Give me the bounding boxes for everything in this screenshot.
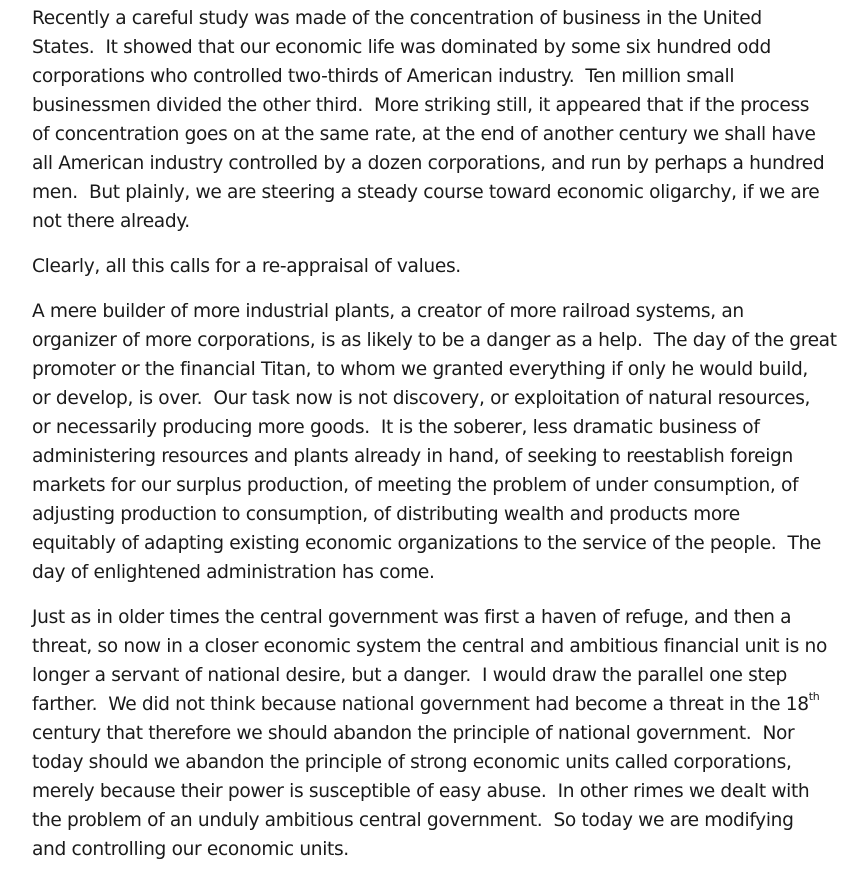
text-line: equitably of adapting existing economic organizations to the service of the people. The: [32, 533, 821, 554]
superscript: th: [808, 689, 820, 703]
text-line: organizer of more corporations, is as likely to be a danger as a help. The day of the great: [32, 330, 837, 351]
text-line: or necessarily producing more goods. It is the soberer, less dramatic business of: [32, 417, 760, 438]
text-line: of concentration goes on at the same rate, at the end of another century we shall have: [32, 124, 816, 145]
text-line: and controlling our economic units.: [32, 839, 349, 860]
text-line: promoter or the financial Titan, to whom we granted everything if only he would build,: [32, 359, 808, 380]
text-line: threat, so now in a closer economic system the central and ambitious financial unit is no: [32, 636, 827, 657]
text-line: or develop, is over. Our task now is not discovery, or exploitation of natural resources,: [32, 388, 811, 409]
document-page: [32, 4, 837, 880]
paragraph-1: [32, 4, 832, 236]
text-line: merely because their power is susceptible of easy abuse. In other rimes we dealt with: [32, 781, 810, 802]
text-segment: farther. We did not think because national government had become a threat in the 18: [32, 694, 809, 715]
text-line: today should we abandon the principle of strong economic units called corporations,: [32, 752, 792, 773]
text-line: Clearly, all this calls for a re-appraisal of values.: [32, 256, 461, 277]
text-line: markets for our surplus production, of meeting the problem of under consumption, of: [32, 475, 799, 496]
text-line: longer a servant of national desire, but a danger. I would draw the parallel one step: [32, 665, 787, 686]
text-line: A mere builder of more industrial plants, a creator of more railroad systems, an: [32, 301, 744, 322]
text-line: corporations who controlled two-thirds of American industry. Ten million small: [32, 66, 735, 87]
paragraph-3: [32, 297, 837, 587]
text-line: adjusting production to consumption, of distributing wealth and products more: [32, 504, 740, 525]
text-line: all American industry controlled by a dozen corporations, and run by perhaps a hundred: [32, 153, 825, 174]
text-line: century that therefore we should abandon the principle of national government. Nor: [32, 723, 795, 744]
text-line: not there already.: [32, 211, 190, 232]
text-line: day of enlightened administration has come.: [32, 562, 435, 583]
text-line: men. But plainly, we are steering a steady course toward economic oligarchy, if we are: [32, 182, 820, 203]
paragraph-2: [32, 252, 832, 281]
text-line: administering resources and plants already in hand, of seeking to reestablish foreign: [32, 446, 793, 467]
paragraph-4: [32, 603, 832, 864]
text-line: States. It showed that our economic life was dominated by some six hundred odd: [32, 37, 771, 58]
text-line: Recently a careful study was made of the concentration of business in the United: [32, 8, 762, 29]
text-line: the problem of an unduly ambitious central government. So today we are modifying: [32, 810, 794, 831]
text-line: businessmen divided the other third. More striking still, it appeared that if the process: [32, 95, 810, 116]
text-line-with-superscript: [32, 690, 832, 719]
text-line: Just as in older times the central government was first a haven of refuge, and then a: [32, 607, 792, 628]
